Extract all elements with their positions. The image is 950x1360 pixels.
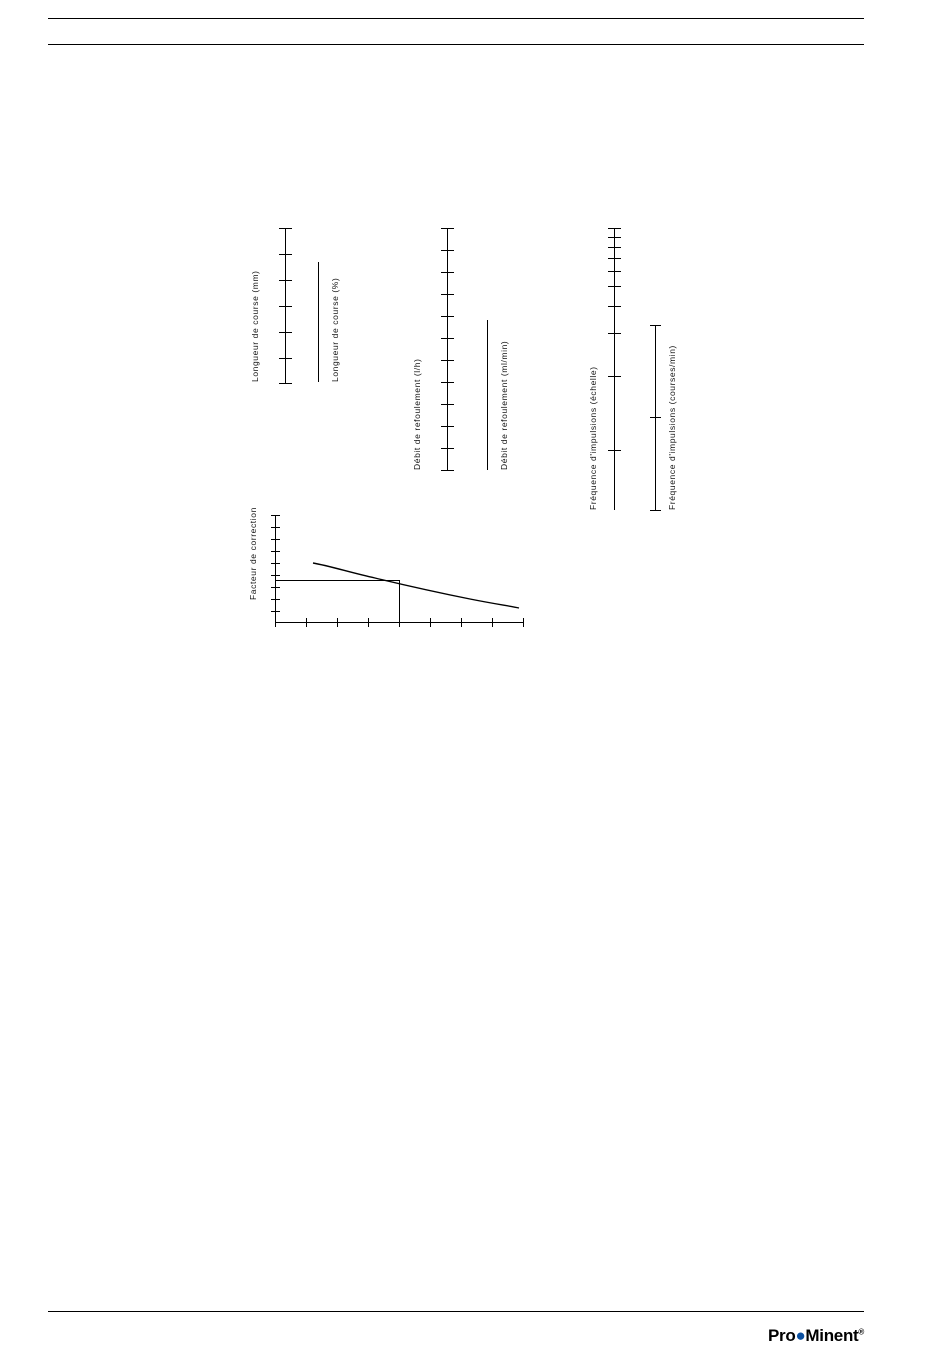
axis-label-pulse-frequency-scale: Fréquence d'impulsions (échelle) xyxy=(588,366,598,510)
logo-text-minent: Minent xyxy=(805,1326,859,1345)
axis-label-correction-factor: Facteur de correction xyxy=(248,507,258,600)
logo-dot-icon: ● xyxy=(795,1326,806,1345)
logo-registered-mark: ® xyxy=(858,1327,864,1337)
axis-label-stroke-length-mm: Longueur de course (mm) xyxy=(250,270,260,382)
axis-label-feed-rate-ml-min: Débit de refoulement (ml/min) xyxy=(499,340,509,470)
axis-label-feed-rate-l-h: Débit de refoulement (l/h) xyxy=(412,358,422,470)
axis-label-stroke-length-percent: Longueur de course (%) xyxy=(330,277,340,382)
axis-label-pulse-frequency-strokes-min: Fréquence d'impulsions (courses/min) xyxy=(667,345,677,510)
prominent-logo xyxy=(768,1326,864,1346)
logo-text-pro: Pro xyxy=(768,1326,796,1345)
correction-curve xyxy=(313,563,519,608)
